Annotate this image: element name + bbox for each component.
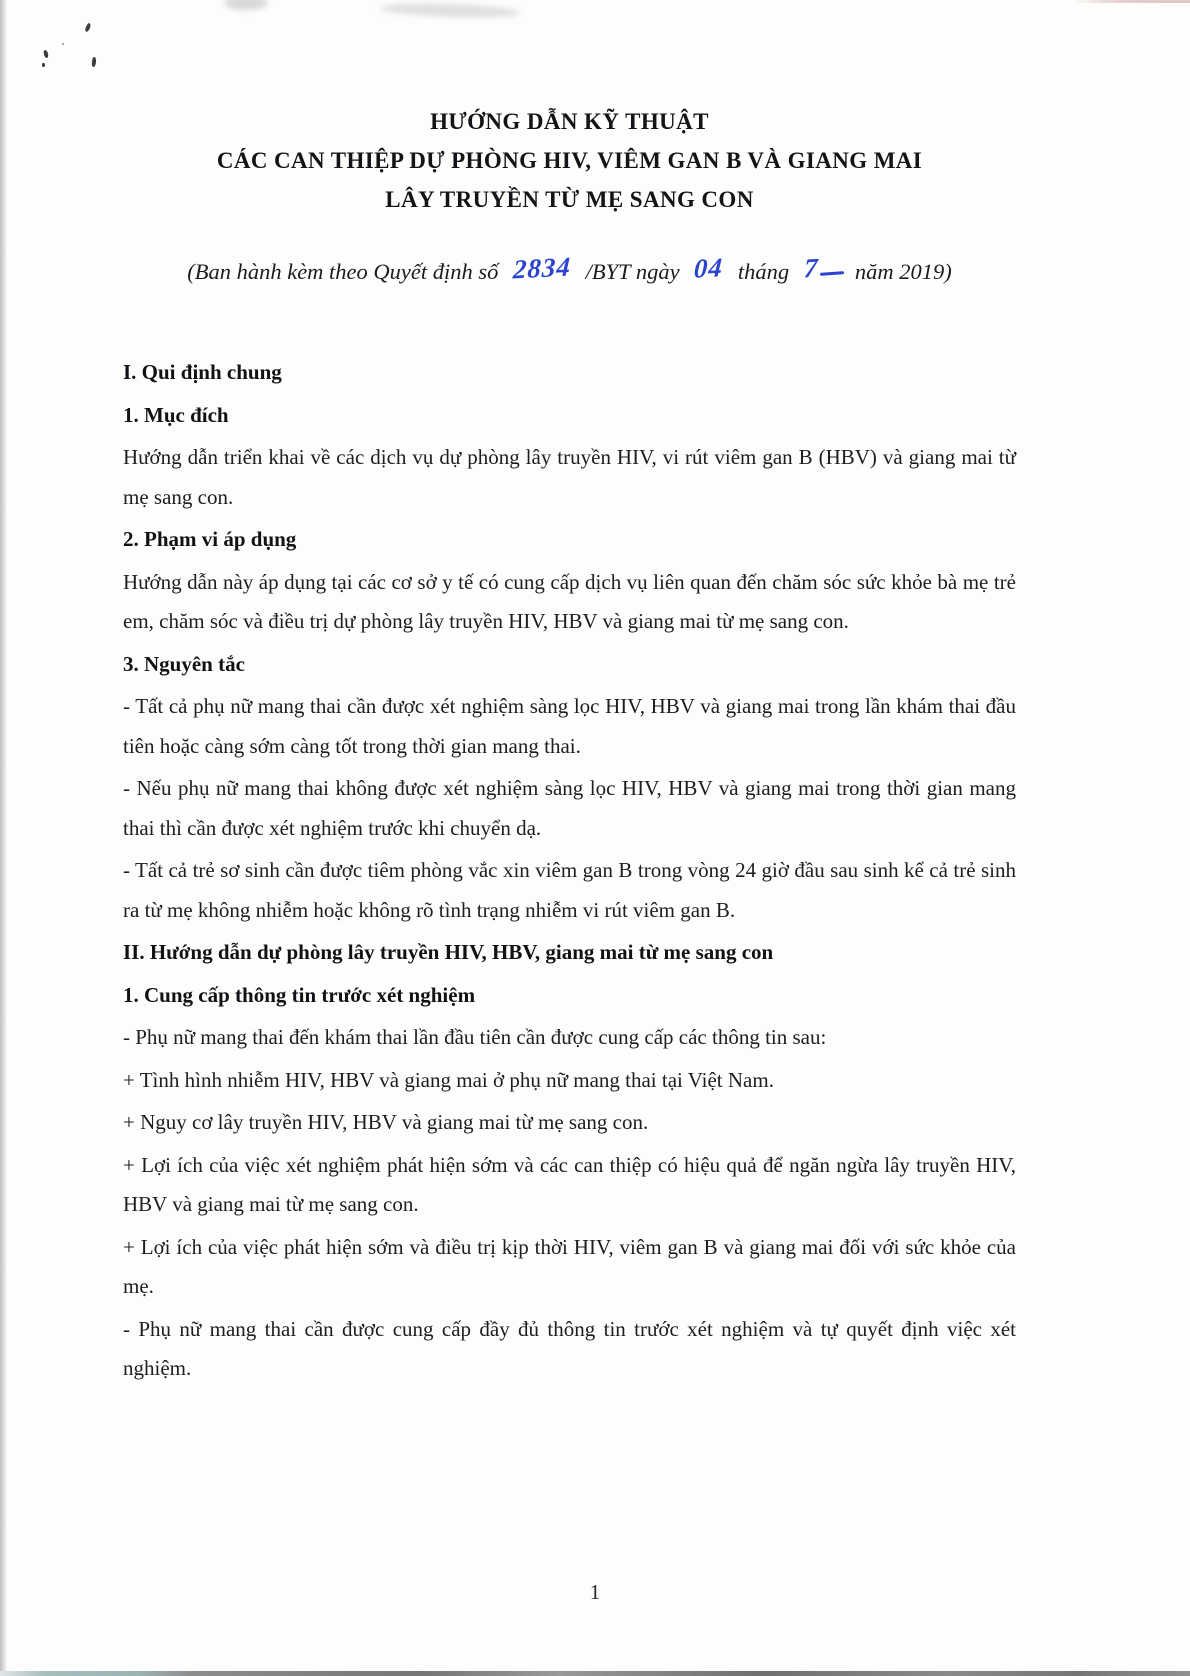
heading-muc-dich: 1. Mục đích <box>123 402 229 427</box>
document-title <box>123 102 1016 219</box>
para-nguy-co-lay-truyen: + Nguy cơ lây truyền HIV, HBV và giang mai từ mẹ sang con. <box>123 1110 649 1134</box>
para-tu-quyet-dinh: - Phụ nữ mang thai cần được cung cấp đầy đủ thông tin trước xét nghiệm và tự quyết định việc xét nghiệm. <box>123 1316 1016 1380</box>
pen-stroke-mark <box>820 272 844 277</box>
issuance-suffix: năm 2019) <box>854 259 952 284</box>
heading-nguyen-tac: 3. Nguyên tắc <box>123 651 245 676</box>
issuance-month-label: tháng <box>737 259 790 284</box>
para-loi-ich-xet-nghiem: + Lợi ích của việc xét nghiệm phát hiện sớm và các can thiệp có hiệu quả để ngăn ngừa lây truyền HIV, HBV và giang mai từ mẹ sang con. <box>123 1152 1016 1216</box>
para-loi-ich-phat-hien: + Lợi ích của việc phát hiện sớm và điều trị kịp thời HIV, viêm gan B và giang mai đối với sức khỏe của mẹ. <box>123 1234 1016 1298</box>
handwritten-decision-number: 2834 <box>512 251 572 285</box>
issuance-line <box>123 251 1016 287</box>
heading-huong-dan-du-phong: II. Hướng dẫn dự phòng lây truyền HIV, HBV, giang mai từ mẹ sang con <box>123 940 774 964</box>
handwritten-day: 04 <box>693 252 725 284</box>
issuance-after-number: /BYT ngày <box>585 259 680 284</box>
para-muc-dich: Hướng dẫn triển khai về các dịch vụ dự phòng lây truyền HIV, vi rút viêm gan B (HBV) và giang mai từ mẹ sang con. <box>123 445 1016 509</box>
document-title-line-2: CÁC CAN THIỆP DỰ PHÒNG HIV, VIÊM GAN B VÀ GIANG MAI <box>216 148 923 173</box>
para-nguyen-tac-1: - Tất cả phụ nữ mang thai cần được xét nghiệm sàng lọc HIV, HBV và giang mai trong lần khám thai đầu tiên hoặc càng sớm càng tốt trong thời gian mang thai. <box>123 694 1016 758</box>
scan-bottom-edge-shadow <box>0 1671 1190 1676</box>
heading-qui-dinh-chung: I. Qui định chung <box>123 360 282 384</box>
scan-smudge <box>380 2 520 20</box>
ink-speck <box>43 50 49 59</box>
scan-smudge <box>224 0 268 10</box>
heading-pham-vi-ap-dung: 2. Phạm vi áp dụng <box>123 527 297 551</box>
handwritten-month: 7 <box>803 252 820 284</box>
heading-cung-cap-thong-tin: 1. Cung cấp thông tin trước xét nghiệm <box>123 982 476 1007</box>
scan-top-right-edge-mark <box>1072 0 1190 3</box>
document-title-line-1: HƯỚNG DẪN KỸ THUẬT <box>430 109 709 134</box>
para-pham-vi-ap-dung: Hướng dẫn này áp dụng tại các cơ sở y tế có cung cấp dịch vụ liên quan đến chăm sóc sức khỏe bà mẹ trẻ em, chăm sóc và điều trị dự phòng lây truyền HIV, HBV và giang mai từ mẹ sang con. <box>123 569 1016 633</box>
para-nguyen-tac-2: - Nếu phụ nữ mang thai không được xét nghiệm sàng lọc HIV, HBV và giang mai trong thời gian mang thai thì cần được xét nghiệm trước khi chuyển dạ. <box>123 776 1016 840</box>
page-number: 1 <box>589 1580 601 1604</box>
ink-speck <box>62 43 64 45</box>
para-tinh-hinh-nhiem: + Tình hình nhiễm HIV, HBV và giang mai ở phụ nữ mang thai tại Việt Nam. <box>123 1067 774 1092</box>
document-title-line-3: LÂY TRUYỀN TỪ MẸ SANG CON <box>385 187 754 212</box>
ink-speck <box>91 57 96 67</box>
issuance-prefix: (Ban hành kèm theo Quyết định số <box>187 259 499 284</box>
ink-speck <box>42 63 45 67</box>
para-nguyen-tac-3: - Tất cả trẻ sơ sinh cần được tiêm phòng vắc xin viêm gan B trong vòng 24 giờ đầu sau sinh kể cả trẻ sinh ra từ mẹ không nhiễm hoặc không rõ tình trạng nhiễm vi rút viêm gan B. <box>123 858 1016 922</box>
ink-speck <box>84 23 91 33</box>
document-body <box>123 102 1016 1392</box>
para-thong-tin-intro: - Phụ nữ mang thai đến khám thai lần đầu tiên cần được cung cấp các thông tin sau: <box>123 1025 827 1049</box>
scan-left-edge-shadow <box>0 0 7 1676</box>
document-content <box>123 353 1016 1389</box>
